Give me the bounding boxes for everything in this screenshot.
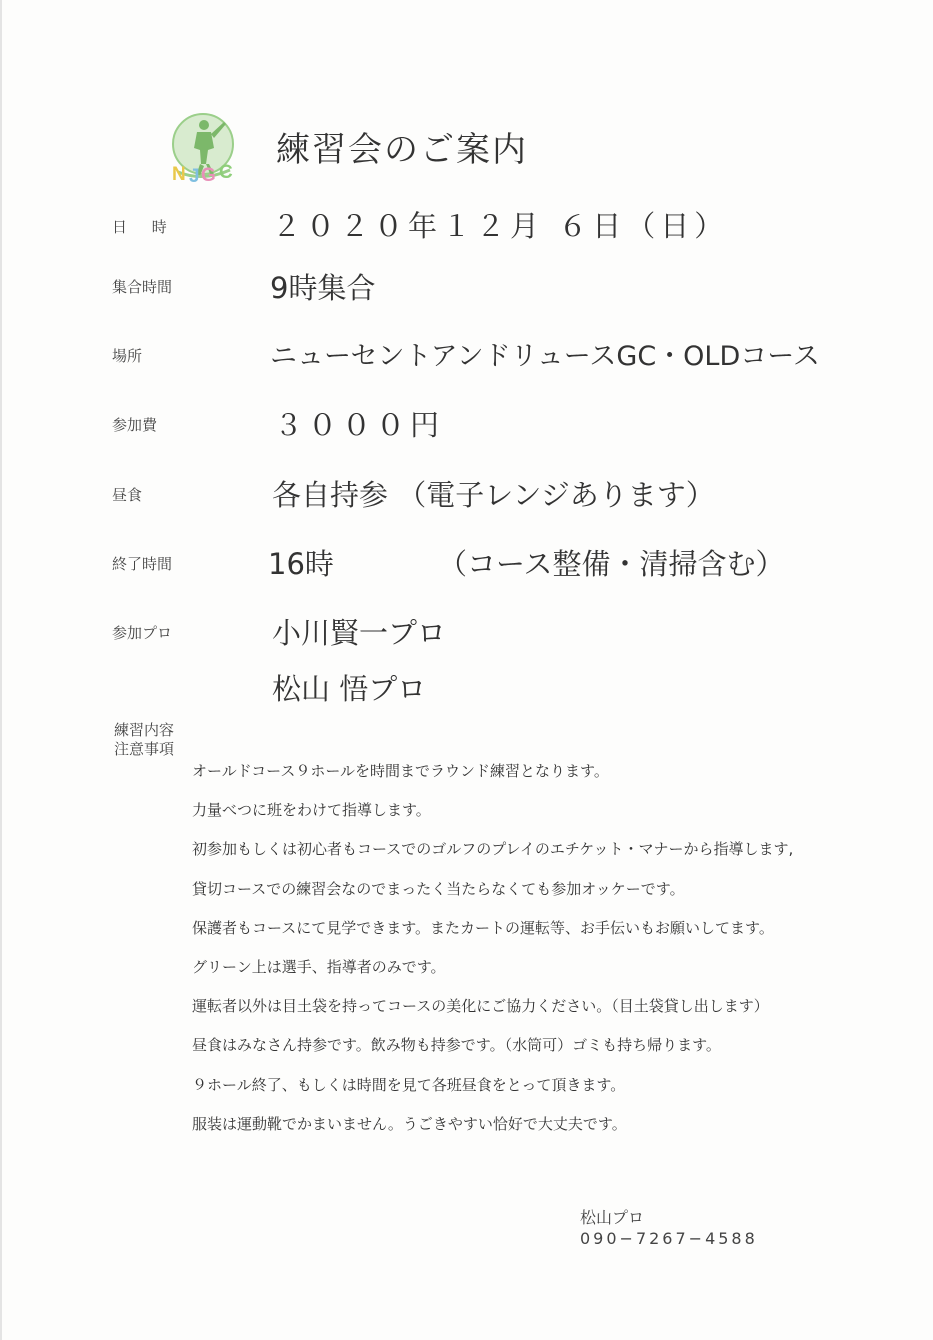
notes-label-line-1: 練習内容 bbox=[114, 721, 175, 739]
notes-label-line-2: 注意事項 bbox=[114, 740, 175, 758]
logo-letter-g: G bbox=[201, 165, 216, 186]
contact-phone: 090−7267−4588 bbox=[580, 1229, 758, 1248]
lunch-value: 各自持参 （電子レンジあります） bbox=[272, 478, 715, 512]
place-label: 場所 bbox=[112, 347, 143, 365]
meet-time-label: 集合時間 bbox=[112, 278, 173, 296]
pros-label: 参加プロ bbox=[112, 624, 173, 642]
pro-name-2: 松山 悟プロ bbox=[272, 672, 427, 706]
list-item: 初参加もしくは初心者もコースでのゴルフのプレイのエチケット・マナーから指導します, bbox=[192, 840, 794, 859]
logo-letter-c: C bbox=[219, 162, 233, 183]
list-item: 保護者もコースにて見学できます。またカートの運転等、お手伝いもお願いしてます。 bbox=[192, 918, 774, 937]
date-value: ２０２０年１２月 ６日（日） bbox=[272, 209, 729, 243]
end-time-value: 16時 bbox=[268, 547, 334, 581]
notes-label bbox=[114, 721, 174, 759]
pro-name-1: 小川賢一プロ bbox=[272, 616, 447, 650]
list-item: 昼食はみなさん持参です。飲み物も持参です。（水筒可）ゴミも持ち帰ります。 bbox=[192, 1036, 721, 1055]
place-value: ニューセントアンドリュースGC・OLDコース bbox=[270, 341, 820, 372]
list-item: 力量べつに班をわけて指導します。 bbox=[192, 801, 431, 820]
notes-list bbox=[192, 760, 897, 1152]
page-title: 練習会のご案内 bbox=[276, 130, 528, 170]
meet-time-value: 9時集合 bbox=[270, 271, 376, 305]
lunch-label: 昼食 bbox=[112, 486, 143, 504]
logo-letter-n: N bbox=[172, 164, 186, 185]
list-item: オールドコース９ホールを時間までラウンド練習となります。 bbox=[192, 762, 609, 780]
list-item: 運転者以外は目土袋を持ってコースの美化にご協力ください。（目土袋貸し出します） bbox=[192, 997, 769, 1016]
end-time-note: （コース整備・清掃含む） bbox=[438, 547, 785, 581]
logo-letter-j: J bbox=[189, 166, 200, 187]
list-item: ９ホール終了、もしくは時間を見て各班昼食をとって頂きます。 bbox=[192, 1075, 626, 1094]
list-item: グリーン上は選手、指導者のみです。 bbox=[192, 957, 446, 976]
golfer-logo bbox=[164, 110, 242, 188]
contact-name: 松山プロ bbox=[580, 1208, 645, 1227]
date-label: 日 時 bbox=[112, 218, 177, 236]
list-item: 服装は運動靴でかまいません。うごきやすい恰好で大丈夫です。 bbox=[192, 1114, 627, 1133]
fee-label: 参加費 bbox=[112, 416, 158, 434]
fee-value: ３０００円 bbox=[274, 408, 445, 442]
contact-block bbox=[580, 1207, 758, 1249]
list-item: 貸切コースでの練習会なのでまったく当たらなくても参加オッケーです。 bbox=[192, 879, 685, 898]
end-time-label: 終了時間 bbox=[112, 555, 173, 573]
